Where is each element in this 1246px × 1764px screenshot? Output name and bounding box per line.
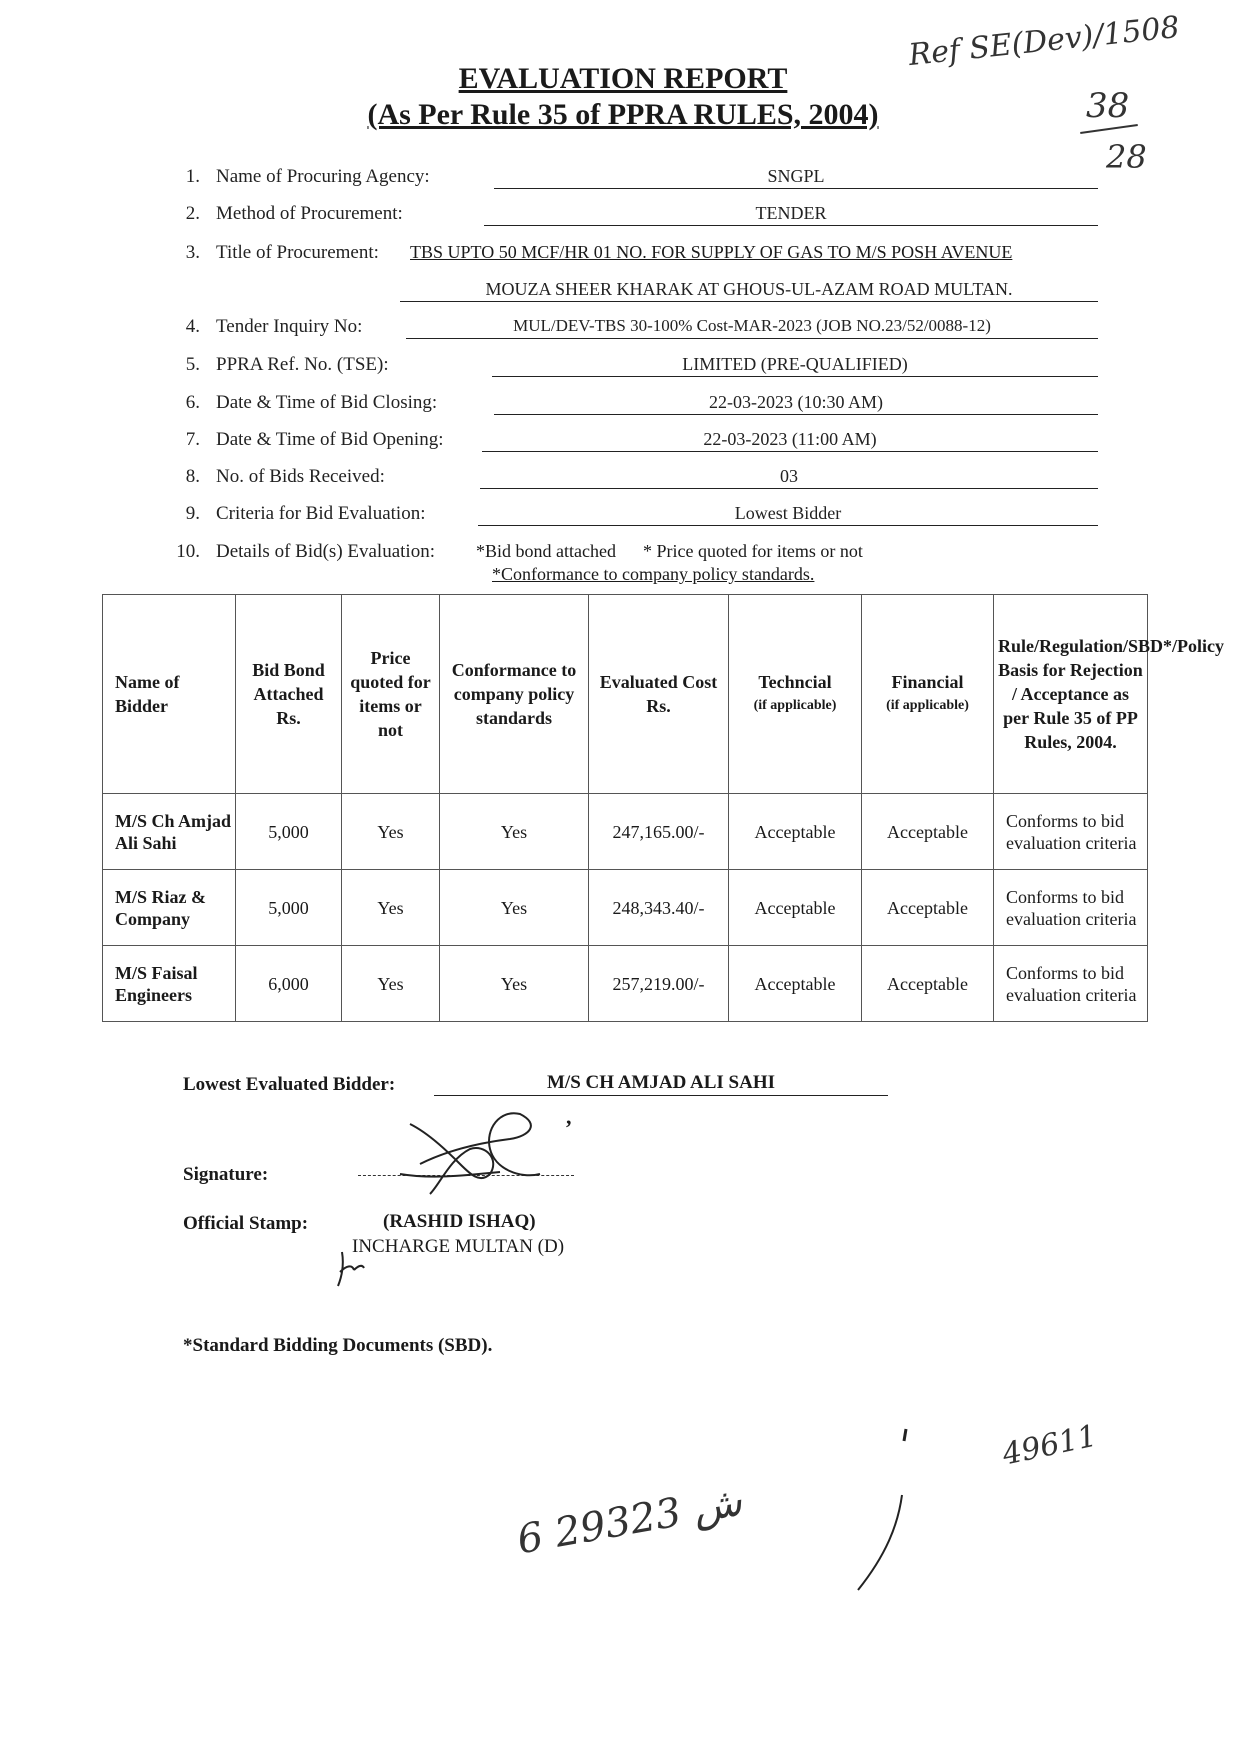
- header-conformance: Conformance to company policy standards: [440, 595, 589, 794]
- header-name-of-bidder: Name of Bidder: [103, 595, 236, 794]
- report-title: EVALUATION REPORT: [458, 62, 788, 95]
- cell-evaluated-cost: 247,165.00/-: [589, 794, 729, 870]
- field-label-tender-inquiry: Tender Inquiry No:: [216, 316, 363, 337]
- header-financial-label: Financial: [891, 672, 964, 692]
- handwritten-signature: [390, 1104, 560, 1204]
- official-stamp-label: Official Stamp:: [183, 1213, 309, 1234]
- field-value-method: TENDER: [484, 201, 1098, 226]
- field-value-bid-details-line1: *Bid bond attached * Price quoted for items or not: [476, 541, 863, 561]
- field-number: 1.: [185, 166, 200, 187]
- table-row: [103, 946, 1148, 1022]
- cell-price-quoted: Yes: [342, 794, 440, 870]
- header-financial: [862, 595, 994, 794]
- signature-label: Signature:: [183, 1164, 269, 1185]
- field-label-title: Title of Procurement:: [216, 242, 379, 263]
- comma-mark: ,: [566, 1104, 572, 1129]
- cell-bidder-name: M/S Faisal Engineers: [103, 946, 236, 1022]
- field-number: 8.: [185, 466, 200, 487]
- header-technical-sub: (if applicable): [753, 698, 837, 713]
- handwritten-number-top: 38: [1086, 86, 1130, 126]
- table-row: [103, 870, 1148, 946]
- header-price-quoted: Price quoted for items or not: [342, 595, 440, 794]
- handwritten-reference: Ref SE(Dev)/1508: [906, 9, 1182, 74]
- field-value-bid-opening: 22-03-2023 (11:00 AM): [482, 427, 1098, 452]
- signatory-designation: INCHARGE MULTAN (D): [352, 1236, 565, 1257]
- cell-technical: Acceptable: [729, 794, 862, 870]
- field-label-bid-closing: Date & Time of Bid Closing:: [216, 392, 438, 413]
- cell-price-quoted: Yes: [342, 870, 440, 946]
- header-rule-basis: Rule/Regulation/SBD*/Policy Basis for Rejection / Acceptance as per Rule 35 of PP Rules, 2004.: [994, 595, 1148, 794]
- field-value-bid-closing: 22-03-2023 (10:30 AM): [494, 390, 1098, 415]
- field-value-agency: SNGPL: [494, 164, 1098, 189]
- field-value-title-line1: TBS UPTO 50 MCF/HR 01 NO. FOR SUPPLY OF GAS TO M/S POSH AVENUE: [410, 242, 1013, 262]
- lowest-bidder-label: Lowest Evaluated Bidder:: [183, 1074, 396, 1095]
- footnote-sbd: *Standard Bidding Documents (SBD).: [183, 1335, 493, 1356]
- header-technical: [729, 595, 862, 794]
- field-number: 4.: [185, 316, 200, 337]
- field-value-title-line2: MOUZA SHEER KHARAK AT GHOUS-UL-AZAM ROAD MULTAN.: [400, 277, 1098, 302]
- cell-rule-basis: Conforms to bid evaluation criteria: [994, 794, 1148, 870]
- cell-financial: Acceptable: [862, 794, 994, 870]
- field-number: 6.: [185, 392, 200, 413]
- field-number: 3.: [185, 242, 200, 263]
- header-bid-bond: Bid Bond Attached Rs.: [236, 595, 342, 794]
- field-label-bids-received: No. of Bids Received:: [216, 466, 385, 487]
- field-number: 9.: [185, 503, 200, 524]
- cell-bid-bond: 6,000: [236, 946, 342, 1022]
- cell-technical: Acceptable: [729, 870, 862, 946]
- cell-evaluated-cost: 257,219.00/-: [589, 946, 729, 1022]
- field-label-bid-opening: Date & Time of Bid Opening:: [216, 429, 444, 450]
- field-value-tender-inquiry: MUL/DEV-TBS 30-100% Cost-MAR-2023 (JOB NO.23/52/0088-12): [406, 314, 1098, 339]
- cell-financial: Acceptable: [862, 946, 994, 1022]
- cell-technical: Acceptable: [729, 946, 862, 1022]
- header-financial-sub: (if applicable): [886, 698, 969, 713]
- field-number: 2.: [185, 203, 200, 224]
- handwritten-number-right: 49611: [999, 1418, 1101, 1473]
- field-label-agency: Name of Procuring Agency:: [216, 166, 430, 187]
- cell-price-quoted: Yes: [342, 946, 440, 1022]
- cell-bid-bond: 5,000: [236, 870, 342, 946]
- cell-bidder-name: M/S Ch Amjad Ali Sahi: [103, 794, 236, 870]
- handwritten-initial: [332, 1250, 372, 1290]
- header-evaluated-cost: Evaluated Cost Rs.: [589, 595, 729, 794]
- signatory-name: (RASHID ISHAQ): [383, 1211, 536, 1232]
- field-label-ppra-ref: PPRA Ref. No. (TSE):: [216, 354, 389, 375]
- field-number: 7.: [185, 429, 200, 450]
- field-label-bid-details: Details of Bid(s) Evaluation:: [216, 541, 435, 562]
- cell-financial: Acceptable: [862, 870, 994, 946]
- table-header-row: [103, 595, 1148, 794]
- field-value-ppra-ref: LIMITED (PRE-QUALIFIED): [492, 352, 1098, 377]
- field-value-bids-received: 03: [480, 464, 1098, 489]
- field-value-criteria: Lowest Bidder: [478, 501, 1098, 526]
- handwritten-number-bottom: 28: [1106, 138, 1147, 176]
- handwritten-stroke: [850, 1425, 910, 1595]
- report-subtitle: (As Per Rule 35 of PPRA RULES, 2004): [367, 98, 879, 131]
- cell-evaluated-cost: 248,343.40/-: [589, 870, 729, 946]
- cell-conformance: Yes: [440, 870, 589, 946]
- cell-rule-basis: Conforms to bid evaluation criteria: [994, 870, 1148, 946]
- cell-rule-basis: Conforms to bid evaluation criteria: [994, 946, 1148, 1022]
- field-label-criteria: Criteria for Bid Evaluation:: [216, 503, 426, 524]
- cell-bid-bond: 5,000: [236, 794, 342, 870]
- handwritten-note-bottom: 6 ش 29323: [513, 1478, 746, 1564]
- table-row: [103, 794, 1148, 870]
- lowest-bidder-value: M/S CH AMJAD ALI SAHI: [434, 1070, 888, 1096]
- cell-bidder-name: M/S Riaz & Company: [103, 870, 236, 946]
- bid-evaluation-table: [102, 594, 1225, 1022]
- header-technical-label: Techncial: [758, 672, 832, 692]
- field-value-bid-details-line2: *Conformance to company policy standards.: [492, 564, 815, 584]
- cell-conformance: Yes: [440, 946, 589, 1022]
- field-number: 5.: [185, 354, 200, 375]
- field-number: 10.: [176, 541, 200, 562]
- field-label-method: Method of Procurement:: [216, 203, 403, 224]
- cell-conformance: Yes: [440, 794, 589, 870]
